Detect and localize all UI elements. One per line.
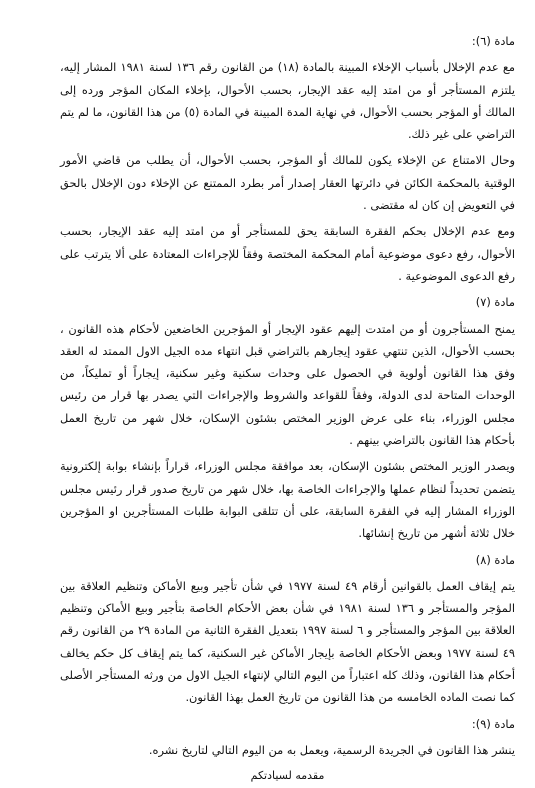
article-7-paragraph-2: ويصدر الوزير المختص بشئون الإسكان، بعد موافقة مجلس الوزراء، قراراً بإنشاء بوابة إلكترونية يتضمن تحديداً لنظام عملها والإجراءات الخاصة بها، خلال شهر من تاريخ صدور قرار رئيس مجلس الوزراء المشار إليه في الفقرة السابقة، على أن تتلقى البوابة طلبات المستأجرين او المؤجرين خلال ثلاثة أشهر من تاريخ إنشائها. [60,459,515,541]
document-page [60,30,515,788]
article-6-paragraph-1: مع عدم الإخلال بأسباب الإخلاء المبينة بالمادة (١٨) من القانون رقم ١٣٦ لسنة ١٩٨١ المشار إليه، يلتزم المستأجر أو من امتد إليه عقد الإيجار، بحسب الأحوال، بإخلاء المكان المؤجر ورده إلى المالك أو المؤجر بحسب الأحوال، في نهاية المدة المبينة في المادة (٥) من هذا القانون، ما لم يتم التراضي على غير ذلك. [60,60,516,142]
article-6-paragraph-3: ومع عدم الإخلال بحكم الفقرة السابقة يحق للمستأجر أو من امتد إليه عقد الإيجار، بحسب الأحوال، رفع دعوى موضوعية أمام المحكمة المختصة وفقاً للإجراءات المعتادة على ألا يترتب على رفع الدعوى الموضوعية . [60,224,515,283]
article-9-heading: مادة (٩): [471,716,515,731]
article-7-paragraph-1: يمنح المستأجرون أو من امتدت إليهم عقود الإيجار أو المؤجرين الخاضعين لأحكام هذه القانون ، بحسب الأحوال، الذين تنتهي عقود إيجارهم بالتراضي قبل انتهاء مده الجيل الاول الممتد له العقد وفق هذا القانون أولوية في الحصول على وحدات سكنية وغير سكنية، إيجاراً أو تمليكاً، من الوحدات المتاحة لدى الدولة، وفقاً للقواعد والشروط والإجراءات التي يصدر بها قرار من رئيس مجلس الوزراء، بناء على عرض الوزير المختص بشئون الإسكان، خلال شهر من تاريخ العمل بأحكام هذا القانون بالتراضي بينهم . [60,321,515,448]
article-6-paragraph-2: وحال الامتناع عن الإخلاء يكون للمالك أو المؤجر، بحسب الأحوال، أن يطلب من قاضي الأمور الوقتية بالمحكمة الكائن في دائرتها العقار إصدار أمر بطرد الممتنع عن الإخلاء دون الإخلال بالحق في التعويض إن كان له مقتضى . [60,153,515,213]
article-6-heading: مادة (٦): [471,34,515,48]
article-8-paragraph-1: يتم إيقاف العمل بالقوانين أرقام ٤٩ لسنة ١٩٧٧ في شأن تأجير وبيع الأماكن وتنظيم العلاقة بين المؤجر والمستأجر و ١٣٦ لسنة ١٩٨١ في شأن بعض الأحكام الخاصة بتأجير وبيع الأماكن وتنظيم العلاقة بين المؤجر والمستأجر و ٦ لسنة ١٩٩٧ بتعديل الفقرة الثانية من المادة ٢٩ من القانون رقم ٤٩ لسنة ١٩٧٧ وبعض الأحكام الخاصة بإيجار الأماكن غير السكنية، كما يتم إيقاف كل حكم يخالف أحكام هذا القانون، وذلك كله اعتباراً من اليوم التالي لإنتهاء الجيل الاول من ورثه المستأجر الأصلى كما نصت الماده الخامسه من هذا القانون من تاريخ العمل بهذا القانون. [60,578,516,705]
article-9-paragraph-1: ينشر هذا القانون في الجريدة الرسمية، ويعمل به من اليوم التالي لتاريخ نشره. [148,742,515,757]
article-7-heading: مادة (٧) [475,295,515,310]
article-8-heading: مادة (٨) [475,552,515,567]
closing-signature: مقدمه لسيادتكم [250,769,325,783]
